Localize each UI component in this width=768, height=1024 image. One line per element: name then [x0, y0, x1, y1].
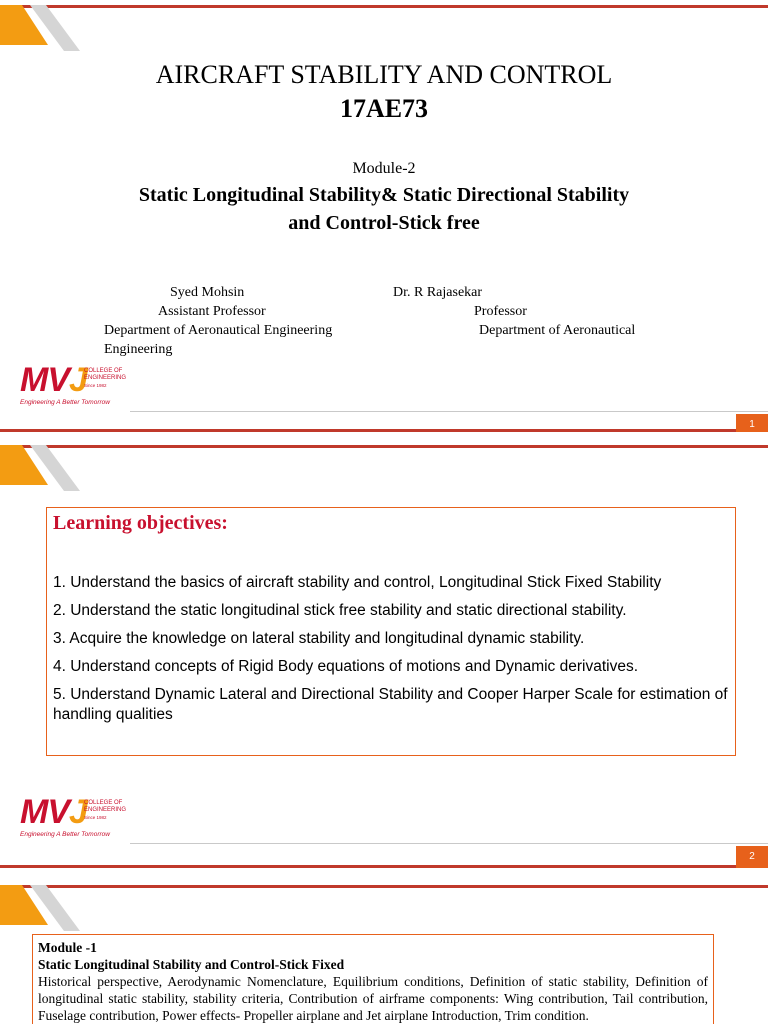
subtitle-line-1: Static Longitudinal Stability& Static Directional Stability [138, 184, 630, 206]
logo-tagline: Engineering A Better Tomorrow [20, 399, 110, 406]
title-line-1: AIRCRAFT STABILITY AND CONTROL [155, 60, 613, 89]
bottom-rule [0, 865, 736, 868]
page-number-badge: 1 [736, 414, 768, 432]
author1-dept: Department of Aeronautical Engineering [104, 323, 333, 338]
module-label: Module-2 [352, 160, 416, 177]
course-code: 17AE73 [339, 94, 429, 123]
page-number-badge: 2 [736, 846, 768, 868]
top-rule [0, 5, 768, 8]
logo-mark: MVJ [20, 793, 87, 831]
module-subtitle [0, 181, 768, 237]
learning-objectives-box [46, 507, 736, 756]
slide-1 [0, 0, 768, 432]
objective-item: 1. Understand the basics of aircraft stability and control, Longitudinal Stick Fixed Stability [53, 574, 662, 591]
objective-item: 3. Acquire the knowledge on lateral stability and longitudinal dynamic stability. [53, 630, 585, 647]
author1-name: Syed Mohsin [170, 285, 245, 300]
objective-item: 4. Understand concepts of Rigid Body equations of motions and Dynamic derivatives. [53, 658, 639, 675]
logo-college-text: COLLEGE OF ENGINEERING Since 1982 [84, 800, 127, 820]
author1-role: Assistant Professor [158, 304, 266, 319]
logo-mark: MVJ [20, 361, 87, 399]
top-rule [0, 885, 768, 888]
presentation-title [0, 58, 768, 126]
slide-3 [0, 880, 768, 1024]
objective-item: 5. Understand Dynamic Lateral and Directional Stability and Cooper Harper Scale for estimation of handling qualities [53, 686, 728, 723]
module-heading: Static Longitudinal Stability and Control-Stick Fixed [38, 957, 345, 972]
college-logo [20, 362, 130, 410]
logo-college-text: COLLEGE OF ENGINEERING Since 1982 [84, 368, 127, 388]
corner-stripes-icon [0, 5, 82, 51]
slide-2 [0, 440, 768, 872]
module-description: Historical perspective, Aerodynamic Nomenclature, Equilibrium conditions, Definition of static stability, Definition of longitudinal static stability, stability criteria, Contribution of airframe components: Wing contribution, Tail contribution, Fuselage contribution, Power effects- Propeller airplane and Jet airplane Introduction, Trim condition. [38, 974, 708, 1023]
author1-dept-cont: Engineering [104, 342, 173, 357]
objectives-heading: Learning objectives: [53, 512, 228, 534]
author2-role: Professor [474, 304, 527, 319]
module-syllabus-box [32, 934, 714, 1024]
author2-name: Dr. R Rajasekar [393, 285, 483, 300]
bottom-rule [0, 429, 736, 432]
author2-dept: Department of Aeronautical [479, 323, 636, 338]
top-rule [0, 445, 768, 448]
objective-item: 2. Understand the static longitudinal stick free stability and static directional stability. [53, 602, 627, 619]
college-logo [20, 794, 130, 842]
footer-rule [130, 411, 768, 412]
corner-stripes-icon [0, 445, 82, 491]
footer-rule [130, 843, 768, 844]
corner-stripes-icon [0, 885, 82, 931]
subtitle-line-2: and Control-Stick free [288, 212, 480, 234]
logo-tagline: Engineering A Better Tomorrow [20, 831, 110, 838]
module-number: Module -1 [38, 940, 97, 955]
